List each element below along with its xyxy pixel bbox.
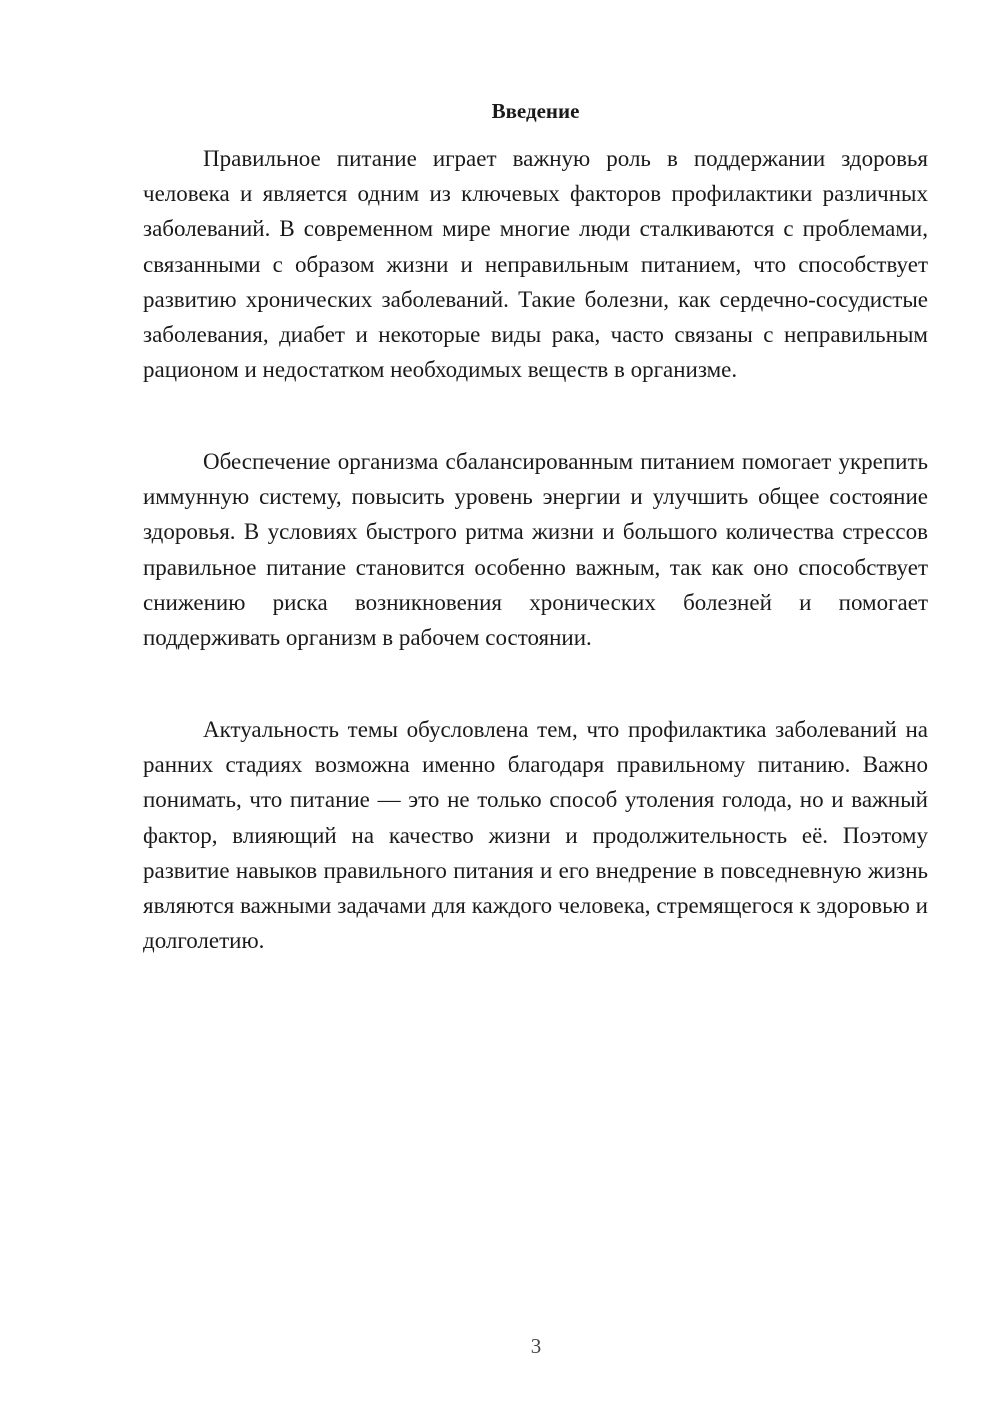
paragraph-1: Правильное питание играет важную роль в поддержании здоровья человека и является одним из ключевых факторов профилактики различных заболеваний. В современном мире многие люди сталкиваются с проблемами, связанными с образом жизни и неправильным питанием, что способствует развитию хронических заболеваний. Такие болезни, как сердечно-сосудистые заболевания, диабет и некоторые виды рака, часто связаны с неправильным рационом и недостатком необходимых веществ в организме.: [143, 146, 928, 383]
page-number: 3: [530, 1334, 542, 1358]
paragraph-3: Актуальность темы обусловлена тем, что профилактика заболеваний на ранних стадиях возможна именно благодаря правильному питанию. Важно понимать, что питание — это не только способ утоления голода, но и важный фактор, влияющий на качество жизни и продолжительность её. Поэтому развитие навыков правильного питания и его внедрение в повседневную жизнь являются важными задачами для каждого человека, стремящегося к здоровью и долголетию.: [143, 717, 928, 954]
section-heading: Введение: [491, 99, 580, 123]
paragraph-2: Обеспечение организма сбалансированным питанием помогает укрепить иммунную систему, повысить уровень энергии и улучшить общее состояние здоровья. В условиях быстрого ритма жизни и большого количества стрессов правильное питание становится особенно важным, так как оно способствует снижению риска возникновения хронических болезней и помогает поддерживать организм в рабочем состоянии.: [143, 449, 928, 651]
